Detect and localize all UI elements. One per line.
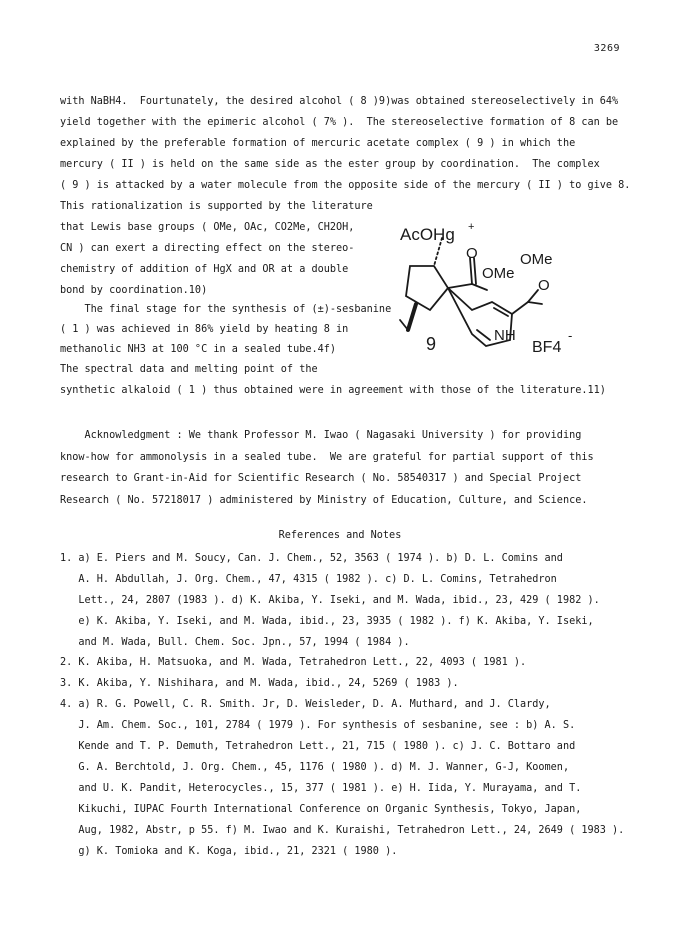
- ref-line-14: Aug, 1982, Abstr, p 55. f) M. Iwao and K. Kuraishi, Tetrahedron Lett., 24, 2649 ( 1983 ).: [60, 825, 625, 836]
- ref-line-5: and M. Wada, Bull. Chem. Soc. Jpn., 57, 1994 ( 1984 ).: [60, 637, 410, 648]
- ref-line-2: A. H. Abdullah, J. Org. Chem., 47, 4315 ( 1982 ). c) D. L. Comins, Tetrahedron: [60, 574, 557, 585]
- compound-number: 9: [426, 334, 437, 354]
- wedge-bond: [408, 304, 416, 330]
- ref-line-10: Kende and T. P. Demuth, Tetrahedron Lett., 21, 715 ( 1980 ). c) J. C. Bottaro and: [60, 741, 576, 752]
- pyridine-double-bond: [477, 330, 490, 340]
- ack-line-1: Acknowledgment : We thank Professor M. Iwao ( Nagasaki University ) for providing: [60, 430, 582, 441]
- ref-line-6: 2. K. Akiba, H. Matsuoka, and M. Wada, Tetrahedron Lett., 22, 4093 ( 1981 ).: [60, 657, 527, 668]
- ref-line-9: J. Am. Chem. Soc., 101, 2784 ( 1979 ). For synthesis of sesbanine, see : b) A. S.: [60, 720, 576, 731]
- body-line-4: mercury ( II ) is held on the same side as the ester group by coordination. The complex: [60, 159, 600, 170]
- body-line-14: The spectral data and melting point of the: [60, 364, 318, 375]
- references-heading: References and Notes: [278, 530, 402, 541]
- body-line-11: The final stage for the synthesis of (±)-sesbanine: [60, 304, 392, 315]
- ref-line-7: 3. K. Akiba, Y. Nishihara, and M. Wada, ibid., 24, 5269 ( 1983 ).: [60, 678, 459, 689]
- ref-line-4: e) K. Akiba, Y. Iseki, and M. Wada, ibid., 23, 3935 ( 1982 ). f) K. Akiba, Y. Iseki,: [60, 616, 594, 627]
- ring-o-label: O: [538, 277, 550, 294]
- ref-line-1: 1. a) E. Piers and M. Soucy, Can. J. Chem., 52, 3563 ( 1974 ). b) D. L. Comins and: [60, 553, 563, 564]
- bf4-label: BF4: [532, 339, 562, 356]
- body-line-10: bond by coordination.10): [60, 285, 208, 296]
- ref-line-3: Lett., 24, 2807 (1983 ). d) K. Akiba, Y. Iseki, and M. Wada, ibid., 23, 429 ( 1982 ).: [60, 595, 600, 606]
- acohg-label: AcOHg: [400, 225, 455, 244]
- ester-o-bond: [472, 284, 487, 290]
- ref-line-12: and U. K. Pandit, Heterocycles., 15, 377 ( 1981 ). e) H. Iida, Y. Murayama, and T.: [60, 783, 582, 794]
- ref-line-8: 4. a) R. G. Powell, C. R. Smith. Jr, D. Weisleder, D. A. Muthard, and J. Clardy,: [60, 699, 551, 710]
- ack-line-2: know-how for ammonolysis in a sealed tube. We are grateful for partial support of this: [60, 452, 594, 463]
- nh-label: NH: [494, 327, 516, 344]
- body-line-1: with NaBH4. Fourtunately, the desired alcohol ( 8 )9)was obtained stereoselectively in 64%: [60, 96, 619, 107]
- cyclopentane-ring: [406, 266, 448, 310]
- pyridine-double-bond-2: [494, 308, 508, 316]
- body-line-8: CN ) can exert a directing effect on the stereo-: [60, 243, 355, 254]
- body-line-2: yield together with the epimeric alcohol ( 7% ). The stereoselective formation of 8 can be: [60, 117, 619, 128]
- ack-line-4: Research ( No. 57218017 ) administered by Ministry of Education, Culture, and Science.: [60, 495, 588, 506]
- body-line-13: methanolic NH3 at 100 °C in a sealed tube.4f): [60, 344, 337, 355]
- body-line-6: This rationalization is supported by the literature: [60, 201, 373, 212]
- page-number: 3269: [593, 43, 620, 54]
- hg-plus-charge: +: [468, 221, 475, 233]
- compound-9-structure: [382, 218, 582, 373]
- ref-line-13: Kikuchi, IUPAC Fourth International Conference on Organic Synthesis, Tokyo, Japan,: [60, 804, 582, 815]
- body-line-15: synthetic alkaloid ( 1 ) thus obtained were in agreement with those of the literature.11): [60, 385, 606, 396]
- right-ester-bond: [512, 302, 528, 314]
- ref-line-11: G. A. Berchtold, J. Org. Chem., 45, 1176 ( 1980 ). d) M. J. Wanner, G-J, Koomen,: [60, 762, 570, 773]
- bf4-minus-charge: -: [568, 328, 573, 343]
- body-line-12: ( 1 ) was achieved in 86% yield by heating 8 in: [60, 324, 349, 335]
- right-ome-bond: [528, 290, 538, 302]
- ome-left-label: OMe: [482, 265, 515, 282]
- ack-line-3: research to Grant-in-Aid for Scientific Research ( No. 58540317 ) and Special Project: [60, 473, 582, 484]
- carbonyl-o-label: O: [466, 245, 478, 262]
- body-line-3: explained by the preferable formation of mercuric acetate complex ( 9 ) in which the: [60, 138, 576, 149]
- body-line-9: chemistry of addition of HgX and OR at a double: [60, 264, 349, 275]
- bond-to-ester: [448, 284, 472, 288]
- right-co-bond: [528, 302, 542, 304]
- ome-right-label: OMe: [520, 251, 553, 268]
- ref-line-15: g) K. Tomioka and K. Koga, ibid., 21, 2321 ( 1980 ).: [60, 846, 398, 857]
- body-line-5: ( 9 ) is attacked by a water molecule from the opposite side of the mercury ( II ) to give 8.: [60, 180, 631, 191]
- wedge-tail: [400, 320, 408, 330]
- body-line-7: that Lewis base groups ( OMe, OAc, CO2Me, CH2OH,: [60, 222, 355, 233]
